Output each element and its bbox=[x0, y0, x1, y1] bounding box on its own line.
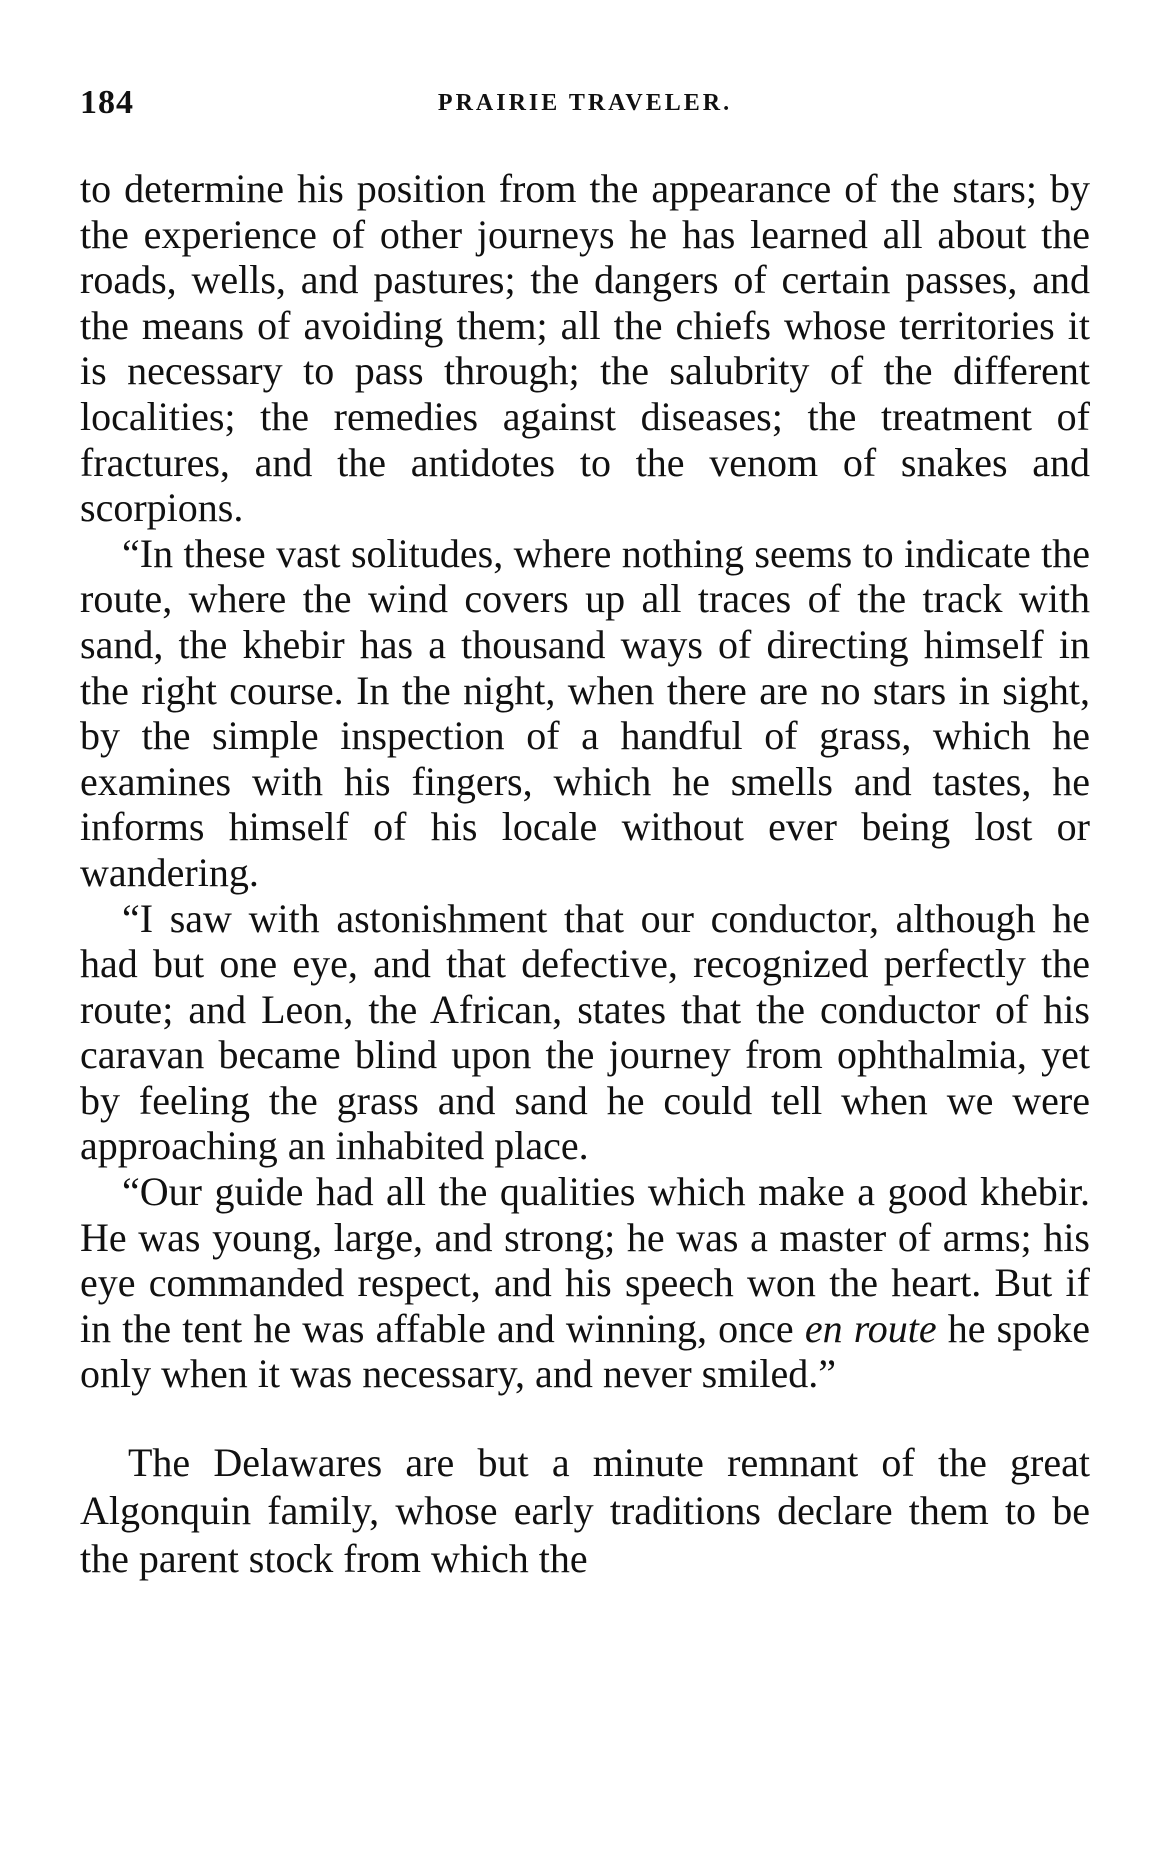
body-text bbox=[80, 166, 1090, 1583]
paragraph-3: “I saw with astonishment that our conductor, although he had but one eye, and that defective, recognized perfectly the route; and Leon, the African, states that the conductor of his caravan became blind upon the journey from ophthalmia, yet by feeling the grass and sand he could tell when we were approaching an inhabited place. bbox=[80, 895, 1090, 1169]
paragraph-1: to determine his position from the appearance of the stars; by the experience of other journeys he has learned all about the roads, wells, and pastures; the dangers of certain passes, and the means of avoiding them; all the chiefs whose territories it is necessary to pass through; the salubrity of the different localities; the remedies against diseases; the treatment of fractures, and the antidotes to the venom of snakes and scorpions. bbox=[80, 166, 1090, 531]
paragraph-5: The Delawares are but a minute remnant of the great Algonquin family, whose early traditions declare them to be the parent stock from which the bbox=[80, 1440, 1090, 1582]
paragraph-4-text-a: “Our guide had all the qualities which make a good khebir. He was young, large, and strong; he was a master of arms; his eye commanded respect, and his speech won the heart. But if in the tent he was affable and winning, once bbox=[80, 1169, 1090, 1351]
running-head: PRAIRIE TRAVELER. bbox=[437, 90, 733, 116]
section-break bbox=[80, 1397, 1090, 1439]
paragraph-4-italic: en route bbox=[804, 1305, 937, 1351]
paragraph-2: “In these vast solitudes, where nothing seems to indicate the route, where the wind covers up all traces of the track with sand, the khebir has a thousand ways of directing himself in the right course. In the night, when there are no stars in sight, by the simple inspection of a handful of grass, which he examines with his fingers, which he smells and tastes, he informs himself of his locale without ever being lost or wandering. bbox=[80, 530, 1090, 895]
page-header bbox=[80, 84, 1090, 134]
page-number: 184 bbox=[80, 84, 134, 121]
paragraph-4-text-b: he spoke only when it was necessary, and never smiled.” bbox=[80, 1305, 1091, 1397]
paragraph-4 bbox=[80, 1169, 1090, 1397]
